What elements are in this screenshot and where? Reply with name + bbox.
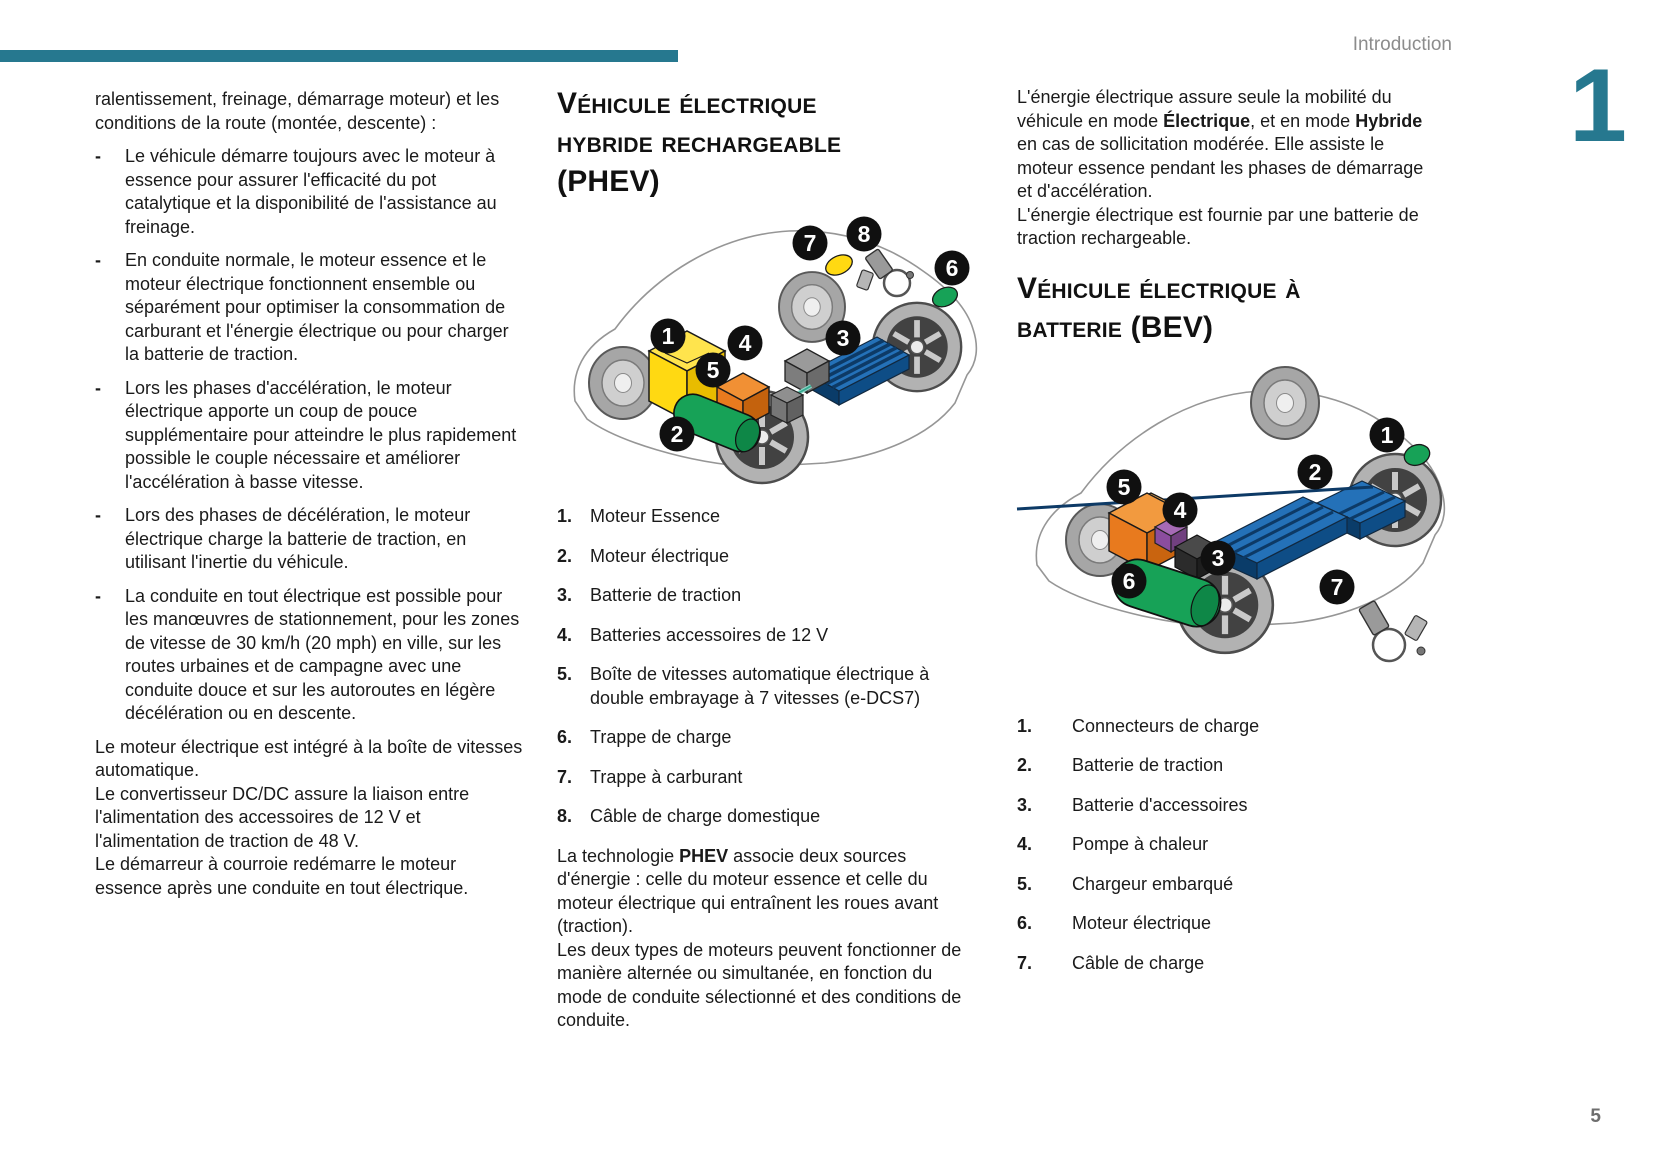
bullet-dash: - [95, 146, 101, 166]
bev-intro-paragraph-2: L'énergie électrique est fournie par une batterie de traction rechargeable. [1017, 204, 1419, 248]
page-number: 5 [1590, 1106, 1601, 1127]
legend-label: Pompe à chaleur [1072, 834, 1209, 854]
bullet-item [95, 249, 527, 367]
phev-paragraph-1: La technologie PHEV associe deux sources d'énergie : celle du moteur essence et celle du moteur électrique qui entraînent les roues avant (traction). [557, 845, 939, 936]
svg-text:2: 2 [670, 421, 684, 447]
heading-line: hybride rechargeable [557, 126, 842, 159]
bullet-text: Lors des phases de décélération, le moteur électrique charge la batterie de traction, en utilisant l'inertie du véhicule. [125, 505, 471, 572]
legend-item [1017, 754, 1435, 778]
svg-text:2: 2 [1308, 458, 1322, 485]
legend-item [557, 545, 981, 569]
closing-line: Le moteur électrique est intégré à la boîte de vitesses automatique. [95, 736, 523, 780]
bev-column [1017, 86, 1435, 991]
legend-number: 5. [557, 664, 573, 684]
svg-text:6: 6 [1122, 567, 1136, 594]
bullet-dash: - [95, 250, 101, 270]
legend-number: 4. [1017, 834, 1033, 854]
bullet-item [95, 504, 527, 575]
svg-text:1: 1 [1380, 421, 1394, 448]
callout-badge-5 [696, 353, 731, 388]
callout-badge-3 [826, 321, 861, 356]
legend-item [557, 505, 981, 529]
left-closing-paragraph [95, 736, 527, 901]
bev-heading [1017, 269, 1435, 347]
legend-number: 6. [557, 727, 573, 747]
svg-text:6: 6 [945, 255, 959, 281]
legend-item [557, 726, 981, 750]
legend-label: Batterie de traction [590, 585, 742, 605]
legend-item [1017, 794, 1435, 818]
svg-text:4: 4 [738, 330, 752, 356]
legend-label: Batterie de traction [1072, 755, 1224, 775]
heading-line: Véhicule électrique [557, 87, 817, 120]
legend-number: 2. [1017, 755, 1033, 775]
legend-number: 2. [557, 545, 573, 566]
legend-item [557, 766, 981, 790]
legend-label: Moteur électrique [1072, 913, 1212, 933]
callout-badge-3 [1201, 540, 1236, 575]
callout-badge-1 [1370, 417, 1405, 452]
legend-item [1017, 912, 1435, 936]
svg-text:7: 7 [803, 230, 817, 256]
svg-text:5: 5 [1117, 473, 1131, 500]
legend-label: Boîte de vitesses automatique électrique à double embrayage à 7 vitesses (e-DCS7) [590, 664, 930, 708]
legend-number: 8. [557, 806, 573, 826]
callout-badge-6 [1112, 563, 1147, 598]
svg-text:3: 3 [1211, 544, 1225, 571]
heading-line: Véhicule électrique à [1017, 271, 1301, 305]
legend-item [1017, 715, 1435, 739]
legend-label: Câble de charge [1072, 952, 1205, 973]
chapter-number: 1 [1569, 48, 1627, 164]
legend-label: Trappe de charge [590, 727, 732, 747]
svg-text:8: 8 [857, 221, 871, 247]
legend-item [1017, 833, 1435, 857]
bullet-item [95, 145, 527, 239]
left-column [95, 88, 527, 900]
bev-legend [1017, 715, 1435, 976]
svg-text:5: 5 [706, 357, 720, 383]
legend-number: 5. [1017, 873, 1033, 894]
wheel-rear-far [1251, 367, 1319, 439]
legend-item [557, 805, 981, 829]
bullet-text: Lors les phases d'accélération, le moteur électrique apporte un coup de pouce supplémentaire pour atteindre le plus rapidement possible le couple nécessaire et améliorer l'accélération à basse vitesse. [125, 377, 517, 492]
legend-label: Moteur Essence [590, 506, 721, 526]
legend-item [557, 663, 981, 710]
callout-badge-7 [793, 226, 828, 261]
callout-badge-2 [1298, 454, 1333, 489]
callout-badge-6 [935, 251, 970, 286]
phev-diagram [557, 205, 987, 505]
bullet-text: La conduite en tout électrique est possible pour les manœuvres de stationnement, pour les zones de vitesse de 30 km/h (20 mph) en ville, sur les routes urbaines et de campagne avec une conduite douce et sur les autoroutes en légère décélération ou en descente. [125, 585, 520, 723]
closing-line: Le démarreur à courroie redémarre le moteur essence après une conduite en tout électrique. [95, 854, 469, 898]
legend-label: Moteur électrique [590, 545, 730, 566]
phev-column [557, 84, 981, 1033]
callout-badge-8 [847, 217, 882, 252]
callout-badge-4 [1163, 492, 1198, 527]
phev-paragraph-2: Les deux types de moteurs peuvent fonctionner de manière alternée ou simultanée, en fonction du mode de conduite sélectionné et des conditions de conduite. [557, 939, 962, 1030]
bev-diagram [1017, 355, 1451, 685]
closing-line: Le convertisseur DC/DC assure la liaison entre l'alimentation des accessoires de 12 V et l'alimentation de traction de 48 V. [95, 783, 470, 851]
phev-legend [557, 505, 981, 829]
legend-number: 4. [557, 624, 573, 645]
bullet-dash: - [95, 505, 101, 525]
legend-item [1017, 873, 1435, 897]
bullet-dash: - [95, 585, 101, 606]
legend-number: 7. [1017, 952, 1033, 973]
legend-number: 1. [557, 506, 573, 526]
legend-item [1017, 952, 1435, 976]
legend-label: Trappe à carburant [590, 766, 743, 787]
heading-line: batterie (BEV) [1017, 310, 1214, 344]
legend-label: Connecteurs de charge [1072, 715, 1260, 736]
legend-label: Batteries accessoires de 12 V [590, 624, 829, 645]
callout-badge-5 [1107, 469, 1142, 504]
bullet-item [95, 585, 527, 726]
legend-number: 7. [557, 766, 573, 787]
callout-badge-4 [728, 326, 763, 361]
legend-label: Chargeur embarqué [1072, 873, 1234, 894]
driveline-coupler [771, 387, 803, 423]
svg-text:3: 3 [836, 325, 850, 351]
left-bullet-list [95, 145, 527, 726]
heading-line: (PHEV) [557, 165, 660, 198]
svg-text:1: 1 [661, 323, 675, 349]
phev-heading [557, 84, 981, 201]
bullet-text: En conduite normale, le moteur essence et le moteur électrique fonctionnent ensemble ou séparément pour optimiser la consommation de carburant et l'énergie électrique ou pour charger la batterie de traction. [125, 250, 509, 364]
charging-cable [1359, 600, 1428, 660]
legend-number: 3. [557, 585, 573, 605]
callout-badge-2 [660, 417, 695, 452]
legend-item [557, 584, 981, 608]
bullet-item [95, 377, 527, 495]
legend-number: 6. [1017, 913, 1033, 933]
legend-number: 3. [1017, 794, 1033, 815]
header-section-label: Introduction [1352, 34, 1452, 55]
legend-label: Batterie d'accessoires [1072, 794, 1248, 815]
legend-item [557, 624, 981, 648]
bullet-text: Le véhicule démarre toujours avec le moteur à essence pour assurer l'efficacité du pot catalytique et la disponibilité de l'assistance au freinage. [125, 146, 497, 237]
svg-text:7: 7 [1330, 573, 1344, 600]
left-intro-paragraph: ralentissement, freinage, démarrage moteur) et les conditions de la route (montée, descente) : [95, 89, 500, 133]
wheel-front-far [589, 347, 657, 419]
callout-badge-1 [651, 319, 686, 354]
svg-text:4: 4 [1173, 496, 1187, 523]
header-rule [0, 50, 678, 62]
callout-badge-7 [1320, 569, 1355, 604]
bullet-dash: - [95, 377, 101, 398]
legend-number: 1. [1017, 715, 1033, 736]
legend-label: Câble de charge domestique [590, 806, 821, 826]
bev-intro-paragraph-1: L'énergie électrique assure seule la mobilité du véhicule en mode Électrique, et en mode Hybride en cas de sollicitation modérée. Elle assiste le moteur essence pendant les phases de démarrage et d'accélération. [1017, 87, 1424, 201]
